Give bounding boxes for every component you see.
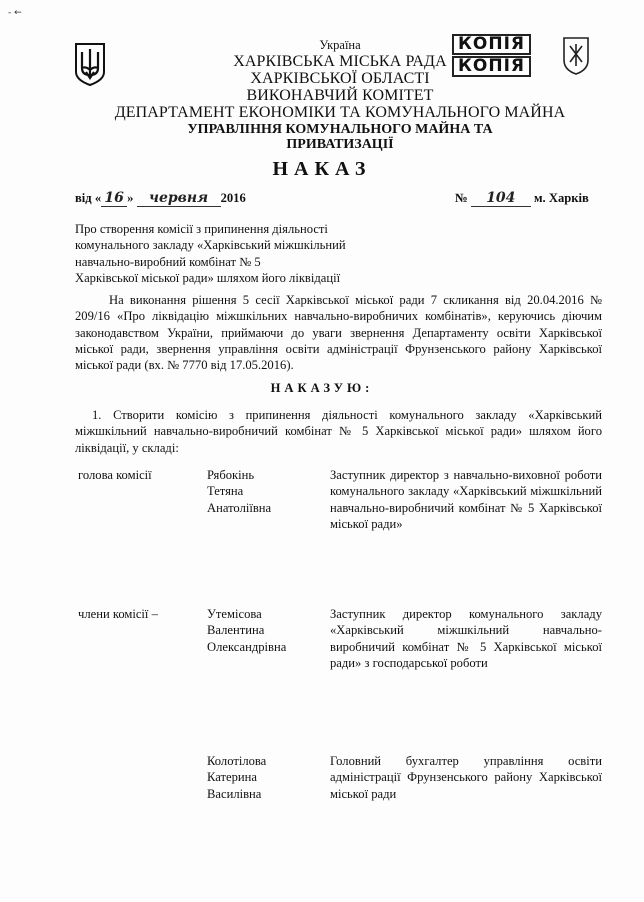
item-1: 1. Створити комісію з припинення діяльності комунального закладу «Харківський міжшкільний навчально-виробничий комбінат № 5 Харківської міської ради» шляхом його ліквідації, у складі:	[75, 408, 602, 455]
member-first-name: Тетяна	[207, 484, 244, 499]
country-name: Україна	[319, 38, 361, 52]
member-surname: Утемісова	[207, 607, 262, 621]
header-line-5: УПРАВЛІННЯ КОМУНАЛЬНОГО МАЙНА ТА	[187, 122, 493, 137]
member-role: голова комісії	[78, 468, 152, 482]
member-patronymic: Олександрівна	[207, 639, 287, 654]
coat-of-arms-icon	[73, 42, 107, 86]
member-position: Заступник директор з навчально-виховної роботи комунального закладу «Харківський міжшкільний навчально-виробничий комбінат № 5 Харківської міської ради»	[330, 468, 602, 531]
header-line-2: ХАРКІВСЬКОЇ ОБЛАСТІ	[250, 70, 430, 87]
date-day: 16	[101, 190, 127, 207]
member-name	[207, 753, 322, 802]
member-name	[207, 467, 322, 516]
date-prefix: від «	[75, 191, 102, 205]
order-number: 104	[471, 190, 531, 207]
document-title: НАКАЗ	[272, 158, 372, 180]
subject-line: Харківської міської ради» шляхом його ліквідації	[75, 270, 341, 285]
header-line-1: ХАРКІВСЬКА МІСЬКА РАДА	[233, 53, 447, 70]
date-mid: »	[127, 191, 134, 205]
order-heading: НАКАЗУЮ:	[270, 381, 374, 395]
member-patronymic: Василівна	[207, 786, 262, 801]
member-position: Заступник директор комунального закладу «Харківський міжшкільний навчально-виробничий комбінат № 5 Харківської міської ради» з господарської роботи	[330, 607, 602, 670]
member-first-name: Валентина	[207, 623, 265, 638]
preamble: На виконання рішення 5 сесії Харківської міської ради 7 скликання від 20.04.2016 № 209/16 «Про ліквідацію міжшкільних навчально-виробничих комбінатів», керуючись діючим законодавством України, приймаючи до уваги звернення Департаменту освіти Харківської міської ради, звернення управління освіти адміністрації Фрунзенського району Харківської міської ради (вх. № 7770 від 17.05.2016).	[75, 293, 602, 373]
date-month: червня	[137, 190, 221, 207]
member-first-name: Катерина	[207, 770, 257, 785]
corner-mark: - ←	[8, 8, 22, 18]
subject-line: Про створення комісії з припинення діяльності	[75, 222, 328, 236]
subject-line: навчально-виробний комбінат № 5	[75, 254, 261, 269]
member-role: члени комісії –	[78, 607, 158, 621]
member-surname: Колотілова	[207, 754, 267, 768]
stamp-line-2: КОПІЯ	[452, 56, 531, 77]
number-prefix: №	[455, 191, 468, 205]
number-line	[455, 190, 589, 207]
member-surname: Рябокінь	[207, 468, 255, 482]
place: м. Харків	[533, 191, 589, 205]
member-patronymic: Анатоліївна	[207, 500, 272, 515]
member-position: Головний бухгалтер управління освіти адміністрації Фрунзенського району Харківської міської ради	[330, 754, 602, 801]
stamp-line-1: КОПІЯ	[452, 34, 531, 55]
member-name	[207, 606, 322, 655]
header-line-3: ВИКОНАВЧИЙ КОМІТЕТ	[246, 87, 434, 104]
subject-line: комунального закладу «Харківський міжшкільний	[75, 238, 346, 253]
copy-stamp	[452, 34, 531, 77]
date-line	[75, 190, 246, 207]
header-line-6: ПРИВАТИЗАЦІЇ	[286, 137, 394, 152]
header-line-4: ДЕПАРТАМЕНТ ЕКОНОМІКИ ТА КОМУНАЛЬНОГО МАЙНА	[114, 104, 566, 121]
subject-block	[75, 221, 395, 286]
date-year: 2016	[220, 191, 246, 205]
city-emblem-icon	[560, 36, 592, 76]
